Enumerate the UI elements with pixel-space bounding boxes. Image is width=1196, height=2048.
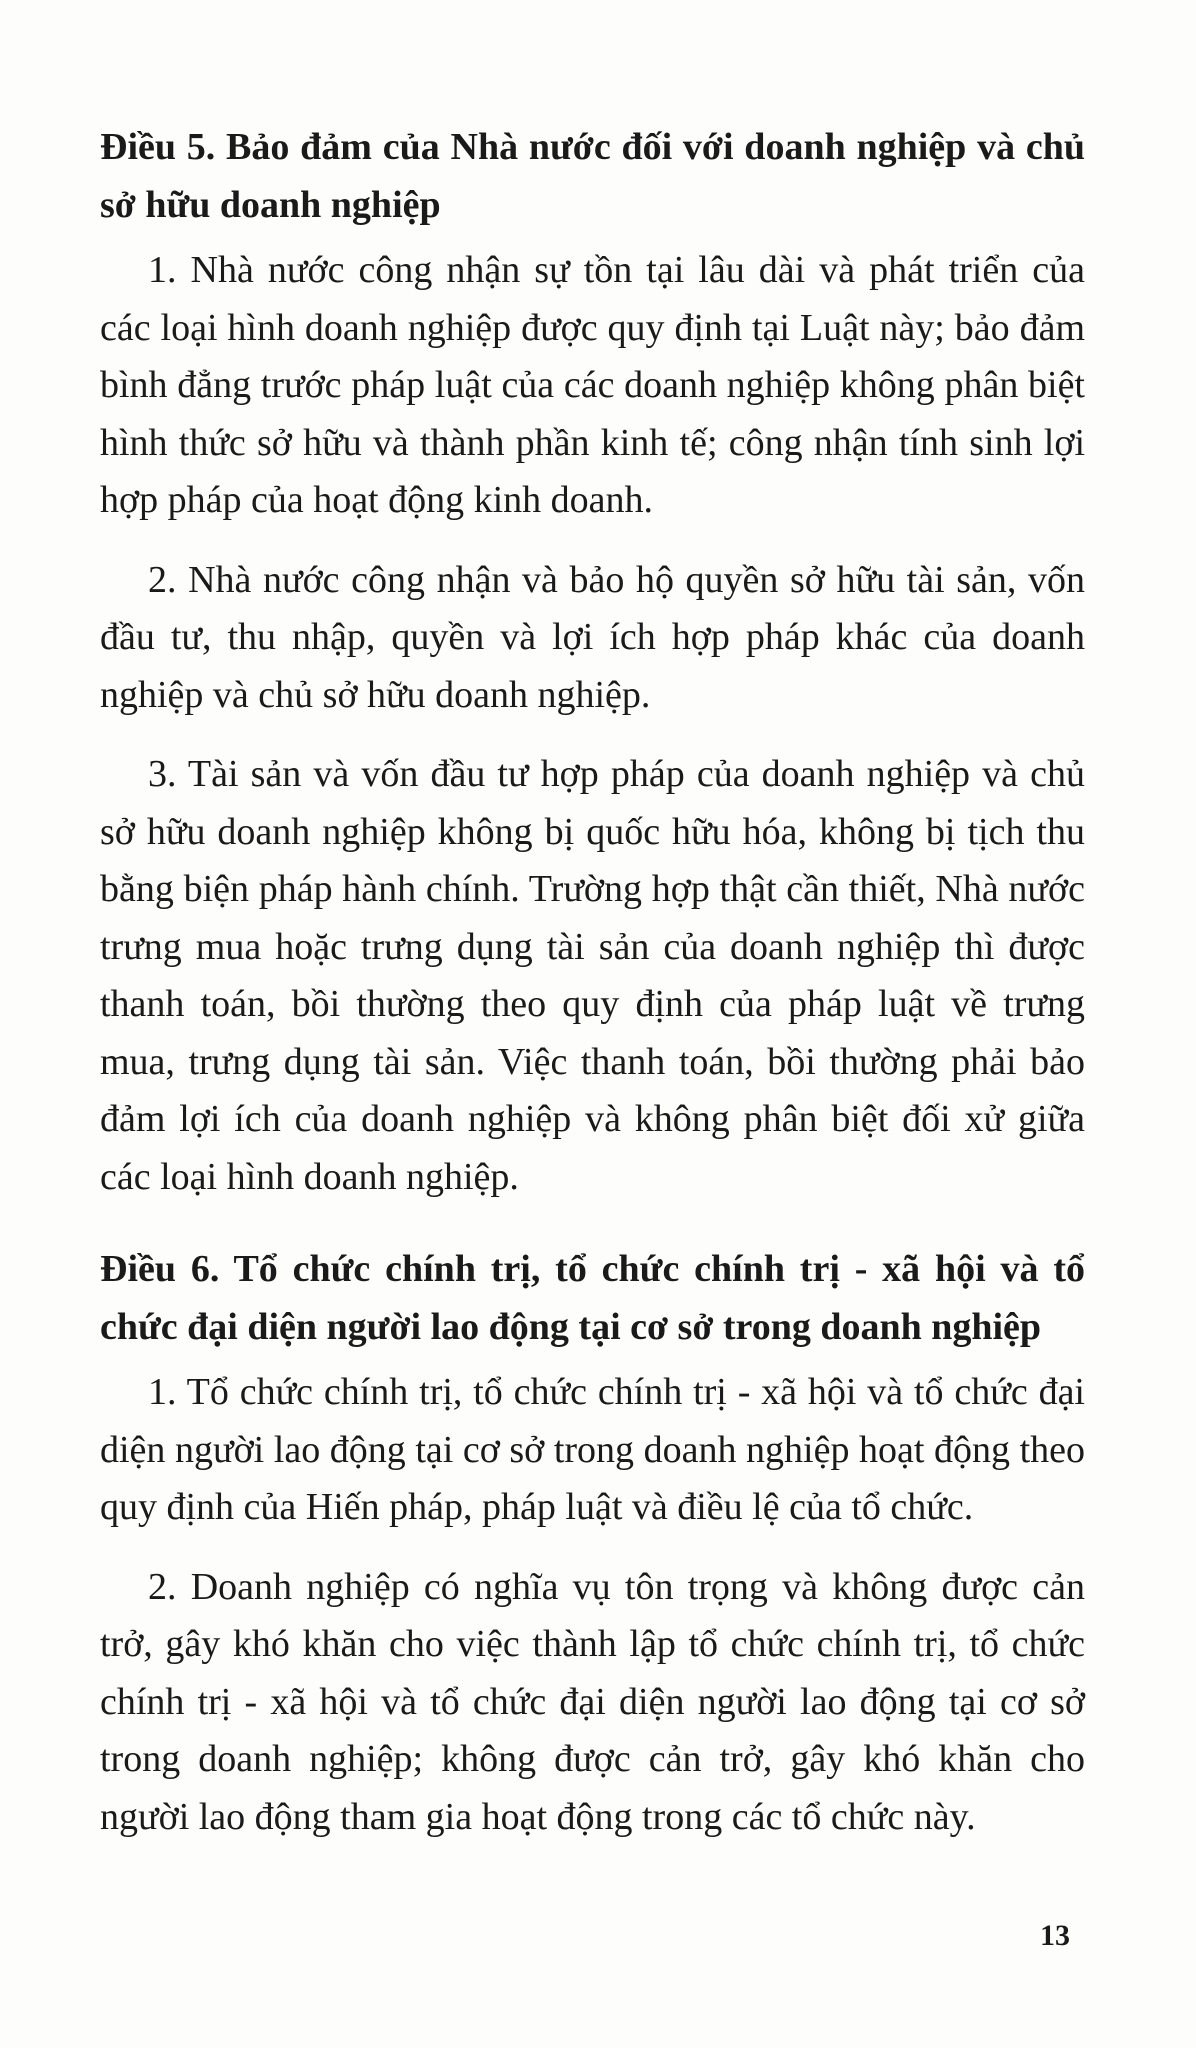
article-6-clause-1: 1. Tổ chức chính trị, tổ chức chính trị - xã hội và tổ chức đại diện người lao động tại cơ sở trong doanh nghiệp hoạt động theo quy định của Hiến pháp, pháp luật và điều lệ của tổ chức. <box>100 1371 1085 1528</box>
article-5 <box>100 118 1085 1206</box>
article-6 <box>100 1240 1085 1846</box>
article-6-title: Điều 6. Tổ chức chính trị, tổ chức chính trị - xã hội và tổ chức đại diện người lao động tại cơ sở trong doanh nghiệp <box>100 1248 1085 1348</box>
article-5-clause-3: 3. Tài sản và vốn đầu tư hợp pháp của doanh nghiệp và chủ sở hữu doanh nghiệp không bị quốc hữu hóa, không bị tịch thu bằng biện pháp hành chính. Trường hợp thật cần thiết, Nhà nước trưng mua hoặc trưng dụng tài sản của doanh nghiệp thì được thanh toán, bồi thường theo quy định của pháp luật về trưng mua, trưng dụng tài sản. Việc thanh toán, bồi thường phải bảo đảm lợi ích của doanh nghiệp và không phân biệt đối xử giữa các loại hình doanh nghiệp. <box>100 753 1085 1198</box>
article-5-clause-2: 2. Nhà nước công nhận và bảo hộ quyền sở hữu tài sản, vốn đầu tư, thu nhập, quyền và lợi ích hợp pháp khác của doanh nghiệp và chủ sở hữu doanh nghiệp. <box>100 558 1085 716</box>
page-number: 13 <box>1040 1919 1070 1952</box>
article-5-title: Điều 5. Bảo đảm của Nhà nước đối với doanh nghiệp và chủ sở hữu doanh nghiệp <box>100 126 1085 226</box>
page-content <box>100 118 1085 1868</box>
article-6-clause-2: 2. Doanh nghiệp có nghĩa vụ tôn trọng và không được cản trở, gây khó khăn cho việc thành lập tổ chức chính trị, tổ chức chính trị - xã hội và tổ chức đại diện người lao động tại cơ sở trong doanh nghiệp; không được cản trở, gây khó khăn cho người lao động tham gia hoạt động trong các tổ chức này. <box>100 1565 1085 1838</box>
article-5-clause-1: 1. Nhà nước công nhận sự tồn tại lâu dài và phát triển của các loại hình doanh nghiệp được quy định tại Luật này; bảo đảm bình đẳng trước pháp luật của các doanh nghiệp không phân biệt hình thức sở hữu và thành phần kinh tế; công nhận tính sinh lợi hợp pháp của hoạt động kinh doanh. <box>100 249 1085 521</box>
